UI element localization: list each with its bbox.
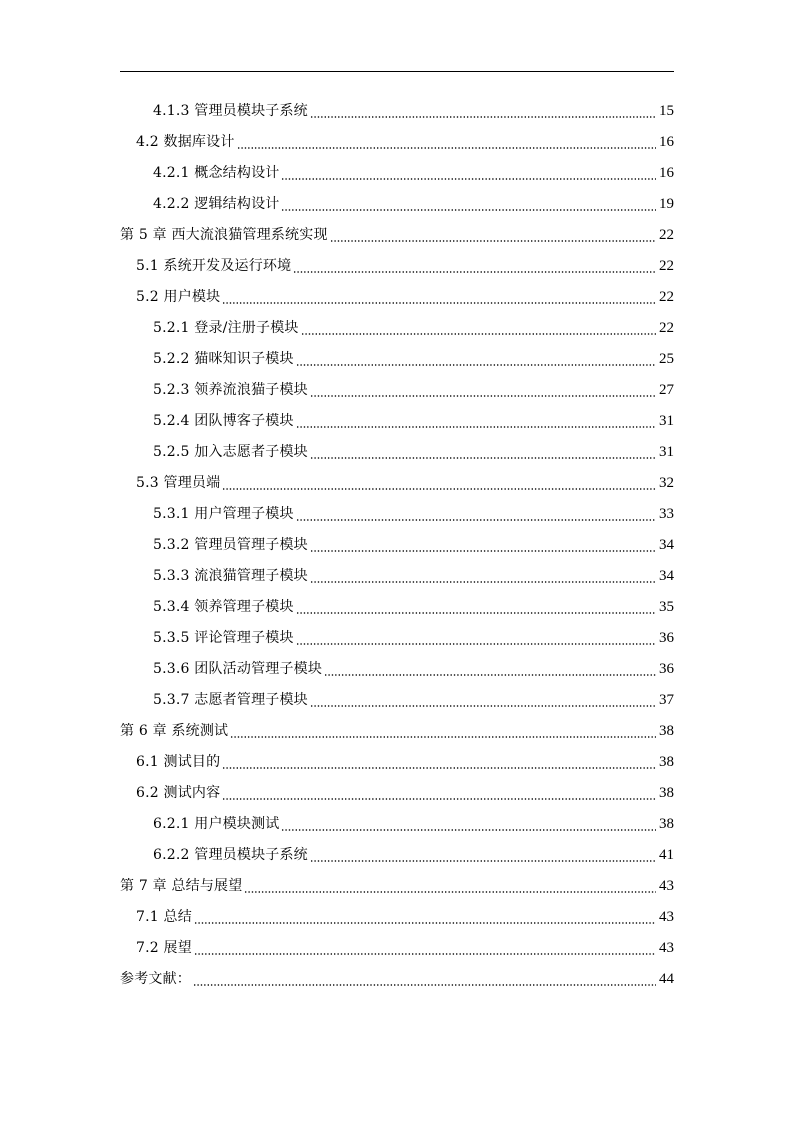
toc-entry[interactable] — [153, 592, 674, 623]
toc-dot-leader — [222, 282, 656, 313]
toc-entry-title: 4.1.3 管理员模块子系统 — [153, 103, 308, 119]
toc-dot-leader — [310, 530, 656, 561]
toc-entry-page-number: 43 — [659, 878, 674, 894]
toc-entry-page-number: 22 — [659, 227, 674, 243]
toc-entry-title: 5.2.5 加入志愿者子模块 — [153, 444, 308, 460]
toc-dot-leader — [296, 344, 656, 375]
toc-entry-page-number: 44 — [659, 971, 674, 987]
toc-entry-title: 5.2 用户模块 — [136, 289, 221, 305]
toc-entry-page-number: 16 — [659, 165, 674, 181]
toc-dot-leader — [301, 313, 656, 344]
toc-entry-title: 4.2.1 概念结构设计 — [153, 165, 280, 181]
toc-entry[interactable] — [153, 809, 674, 840]
toc-entry-title: 6.2.1 用户模块测试 — [153, 816, 280, 832]
toc-dot-leader — [310, 375, 656, 406]
toc-entry[interactable] — [153, 158, 674, 189]
toc-entry-page-number: 36 — [659, 661, 674, 677]
toc-entry-page-number: 31 — [659, 413, 674, 429]
toc-entry-page-number: 36 — [659, 630, 674, 646]
toc-dot-leader — [194, 933, 656, 964]
toc-entry-title: 4.2 数据库设计 — [136, 134, 235, 150]
toc-entry-title: 5.1 系统开发及运行环境 — [136, 258, 292, 274]
toc-entry-title: 6.1 测试目的 — [136, 754, 221, 770]
toc-entry[interactable] — [153, 375, 674, 406]
toc-entry-title: 4.2.2 逻辑结构设计 — [153, 196, 280, 212]
toc-entry-page-number: 38 — [659, 723, 674, 739]
toc-dot-leader — [281, 809, 656, 840]
toc-entry-page-number: 32 — [659, 475, 674, 491]
toc-entry-title: 5.3.4 领养管理子模块 — [153, 599, 294, 615]
toc-entry[interactable] — [120, 964, 674, 995]
toc-entry-page-number: 25 — [659, 351, 674, 367]
toc-entry-page-number: 38 — [659, 785, 674, 801]
toc-entry-page-number: 38 — [659, 754, 674, 770]
toc-entry-page-number: 43 — [659, 909, 674, 925]
toc-entry-title: 参考文献： — [120, 971, 191, 987]
toc-entry[interactable] — [120, 220, 674, 251]
toc-entry[interactable] — [120, 871, 674, 902]
toc-dot-leader — [244, 871, 656, 902]
toc-entry-page-number: 19 — [659, 196, 674, 212]
toc-entry[interactable] — [136, 251, 674, 282]
toc-entry[interactable] — [153, 840, 674, 871]
header-rule — [120, 71, 674, 72]
toc-dot-leader — [310, 840, 656, 871]
toc-entry-page-number: 16 — [659, 134, 674, 150]
toc-entry-title: 5.2.3 领养流浪猫子模块 — [153, 382, 308, 398]
toc-entry[interactable] — [153, 685, 674, 716]
toc-entry-title: 6.2.2 管理员模块子系统 — [153, 847, 308, 863]
toc-entry-page-number: 38 — [659, 816, 674, 832]
toc-entry-title: 7.1 总结 — [136, 909, 192, 925]
toc-entry-title: 5.3.1 用户管理子模块 — [153, 506, 294, 522]
toc-entry-page-number: 27 — [659, 382, 674, 398]
toc-entry-title: 6.2 测试内容 — [136, 785, 221, 801]
toc-entry-page-number: 34 — [659, 537, 674, 553]
toc-entry-page-number: 22 — [659, 258, 674, 274]
toc-entry-title: 5.2.4 团队博客子模块 — [153, 413, 294, 429]
toc-entry-page-number: 35 — [659, 599, 674, 615]
toc-dot-leader — [310, 437, 656, 468]
toc-entry[interactable] — [153, 530, 674, 561]
toc-entry[interactable] — [153, 623, 674, 654]
toc-entry[interactable] — [153, 96, 674, 127]
toc-dot-leader — [222, 778, 656, 809]
toc-entry-page-number: 22 — [659, 320, 674, 336]
toc-dot-leader — [281, 189, 656, 220]
toc-dot-leader — [310, 96, 656, 127]
toc-dot-leader — [330, 220, 656, 251]
toc-entry[interactable] — [136, 933, 674, 964]
toc-dot-leader — [193, 964, 656, 995]
toc-entry-title: 第 5 章 西大流浪猫管理系统实现 — [120, 227, 328, 243]
toc-entry-page-number: 22 — [659, 289, 674, 305]
toc-dot-leader — [293, 251, 656, 282]
toc-entry[interactable] — [153, 654, 674, 685]
toc-entry-page-number: 37 — [659, 692, 674, 708]
toc-entry-title: 5.3.6 团队活动管理子模块 — [153, 661, 323, 677]
toc-entry-page-number: 41 — [659, 847, 674, 863]
toc-entry-title: 5.3 管理员端 — [136, 475, 221, 491]
toc-entry-title: 5.3.3 流浪猫管理子模块 — [153, 568, 308, 584]
toc-entry[interactable] — [153, 437, 674, 468]
toc-entry[interactable] — [136, 747, 674, 778]
toc-entry[interactable] — [136, 282, 674, 313]
toc-entry[interactable] — [153, 406, 674, 437]
toc-entry[interactable] — [153, 313, 674, 344]
toc-entry[interactable] — [136, 778, 674, 809]
toc-entry-title: 5.3.7 志愿者管理子模块 — [153, 692, 308, 708]
toc-entry[interactable] — [153, 499, 674, 530]
toc-dot-leader — [230, 716, 656, 747]
toc-entry-page-number: 31 — [659, 444, 674, 460]
toc-entry-title: 第 6 章 系统测试 — [120, 723, 229, 739]
toc-dot-leader — [310, 685, 656, 716]
toc-dot-leader — [296, 623, 656, 654]
toc-dot-leader — [237, 127, 656, 158]
toc-entry-page-number: 33 — [659, 506, 674, 522]
toc-entry[interactable] — [153, 189, 674, 220]
toc-entry-title: 5.3.5 评论管理子模块 — [153, 630, 294, 646]
toc-entry-title: 5.2.2 猫咪知识子模块 — [153, 351, 294, 367]
toc-dot-leader — [222, 468, 656, 499]
toc-dot-leader — [296, 406, 656, 437]
toc-entry-title: 5.3.2 管理员管理子模块 — [153, 537, 308, 553]
toc-dot-leader — [296, 592, 656, 623]
toc-entry-title: 5.2.1 登录/注册子模块 — [153, 320, 299, 336]
toc-dot-leader — [324, 654, 656, 685]
toc-entry-title: 7.2 展望 — [136, 940, 192, 956]
toc-dot-leader — [194, 902, 656, 933]
toc-dot-leader — [222, 747, 656, 778]
toc-entry-page-number: 34 — [659, 568, 674, 584]
toc-dot-leader — [310, 561, 656, 592]
toc-entry[interactable] — [153, 561, 674, 592]
toc-entry[interactable] — [120, 716, 674, 747]
toc-entry[interactable] — [136, 468, 674, 499]
toc-entry-page-number: 43 — [659, 940, 674, 956]
toc-dot-leader — [296, 499, 656, 530]
toc-entry[interactable] — [136, 902, 674, 933]
toc-entry-title: 第 7 章 总结与展望 — [120, 878, 243, 894]
toc-entry[interactable] — [153, 344, 674, 375]
toc-entry-page-number: 15 — [659, 103, 674, 119]
toc-dot-leader — [281, 158, 656, 189]
toc-entry[interactable] — [136, 127, 674, 158]
